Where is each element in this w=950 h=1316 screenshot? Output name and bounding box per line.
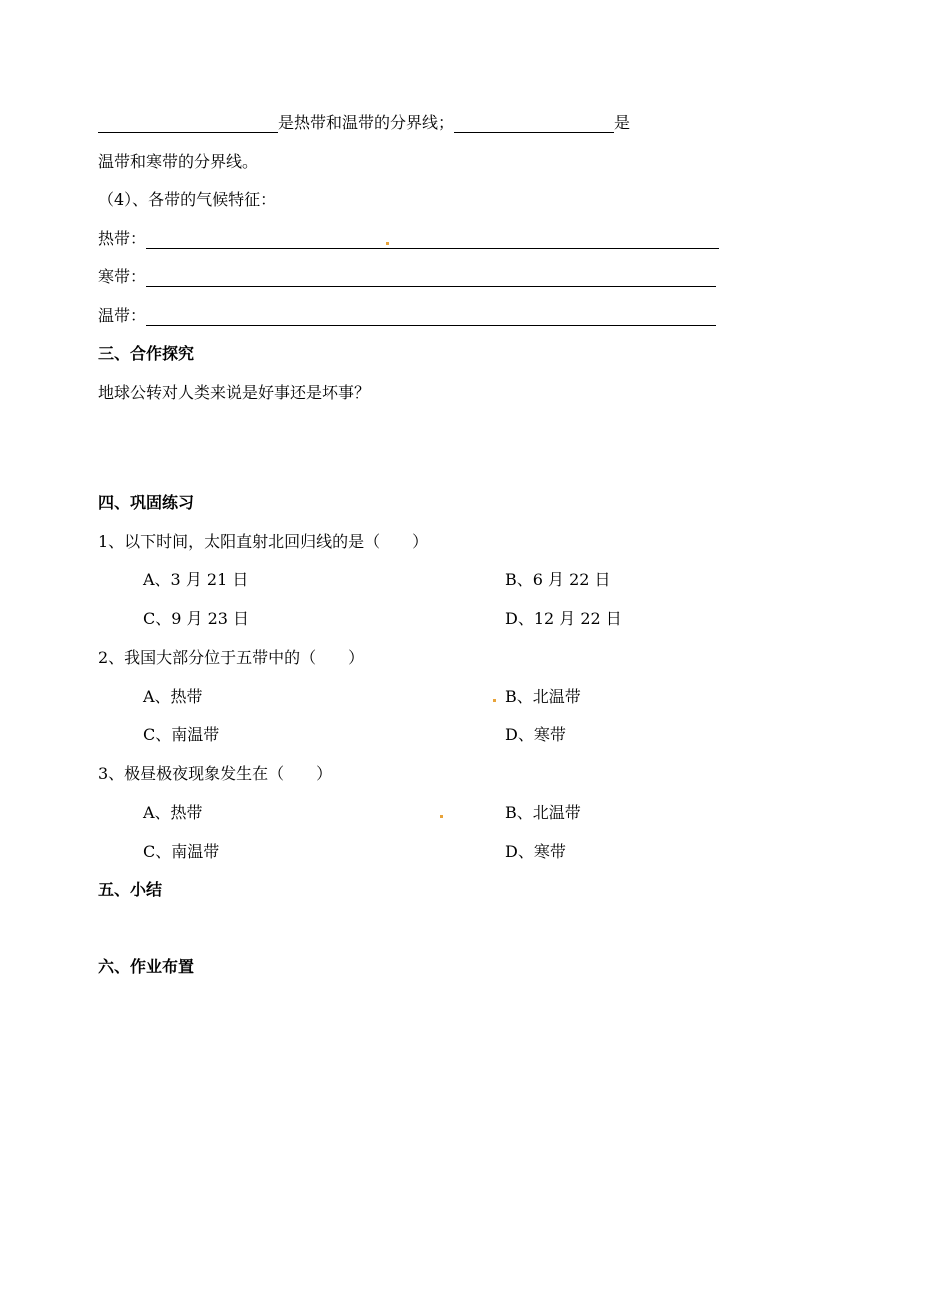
mark-dot (386, 242, 389, 245)
section3-question: 地球公转对人类来说是好事还是坏事？ (98, 383, 371, 402)
q1-option-c[interactable]: C、9 月 23 日 (143, 609, 250, 628)
polar-blank[interactable] (454, 116, 614, 133)
boundary-line-1 (98, 113, 630, 133)
temperate-label: 温带： (98, 306, 147, 325)
q2-option-d[interactable]: D、寒带 (505, 725, 566, 744)
section3-title: 三、合作探究 (98, 344, 195, 363)
frigid-row (98, 267, 716, 287)
q1-option-b[interactable]: B、6 月 22 日 (505, 570, 611, 589)
temperate-row (98, 306, 716, 326)
section4-title: 四、巩固练习 (98, 493, 195, 512)
q3-stem: 3、极昼极夜现象发生在（ ） (98, 764, 333, 783)
q3-option-c[interactable]: C、南温带 (143, 842, 220, 861)
q2-option-a[interactable]: A、热带 (143, 687, 203, 706)
q3-option-b[interactable]: B、北温带 (505, 803, 581, 822)
temperate-blank[interactable] (146, 309, 716, 326)
climate-heading: （4）、各带的气候特征： (98, 190, 277, 209)
q2-stem: 2、我国大部分位于五带中的（ ） (98, 648, 365, 667)
q1-option-a[interactable]: A、3 月 21 日 (143, 570, 249, 589)
q1-stem: 1、以下时间，太阳直射北回归线的是（ ） (98, 532, 429, 551)
tropic-blank[interactable] (98, 116, 278, 133)
q1-option-d[interactable]: D、12 月 22 日 (505, 609, 622, 628)
mark-dot (440, 815, 443, 818)
mark-dot (493, 699, 496, 702)
frigid-label: 寒带： (98, 267, 147, 286)
section6-title: 六、作业布置 (98, 957, 195, 976)
q3-option-d[interactable]: D、寒带 (505, 842, 566, 861)
q2-option-c[interactable]: C、南温带 (143, 725, 220, 744)
tropical-label: 热带： (98, 229, 147, 248)
q3-option-a[interactable]: A、热带 (143, 803, 203, 822)
q2-option-b[interactable]: B、北温带 (505, 687, 581, 706)
tropic-text: 是热带和温带的分界线； (278, 113, 455, 132)
boundary-line-2: 温带和寒带的分界线。 (98, 152, 259, 171)
tropical-blank[interactable] (146, 232, 719, 249)
polar-text: 是 (614, 113, 631, 132)
frigid-blank[interactable] (146, 270, 716, 287)
section5-title: 五、小结 (98, 880, 163, 899)
tropical-row (98, 229, 719, 249)
